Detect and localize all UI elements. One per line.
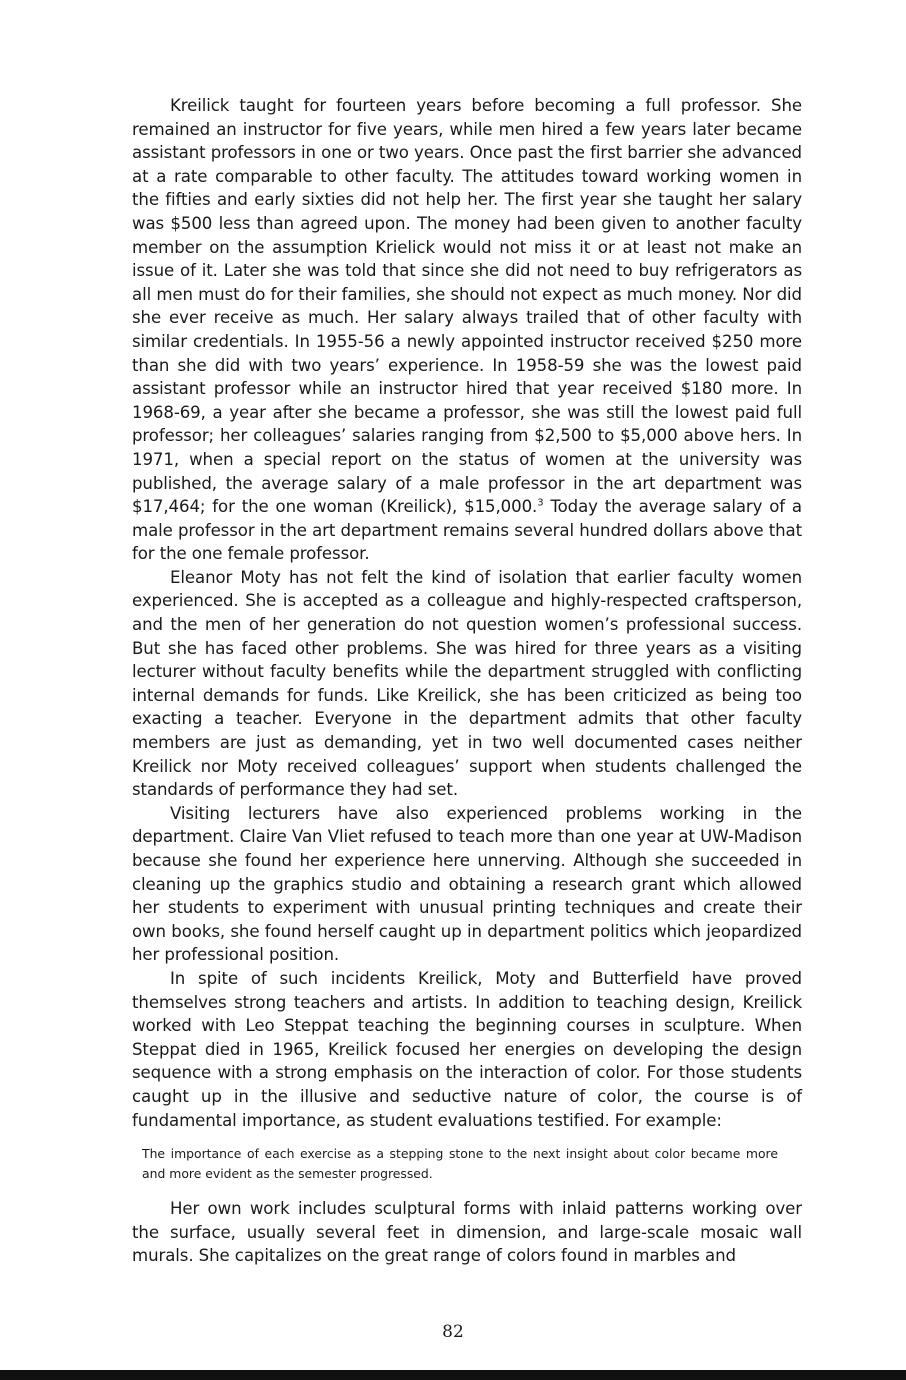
- paragraph-text: Kreilick taught for fourteen years before becoming a full professor. She remained an instructor for five years, while men hired a few years later became assistant professors in one or two years. Once past the first barrier she advanced at a rate comparable to other faculty. The attitudes toward working women in the fifties and early sixties did not help her. The first year she taught her salary was $500 less than agreed upon. The money had been given to another faculty member on the assumption Krielick would not miss it or at least not make an issue of it. Later she was told that since she did not need to buy refrigerators as all men must do for their families, she should not expect as much money. Nor did she ever receive as much. Her salary always trailed that of other faculty with similar credentials. In 1955-56 a newly appointed instructor received $250 more than she did with two years’ experience. In 1958-59 she was the lowest paid assistant professor while an instructor hired that year received $180 more. In 1968-69, a year after she became a professor, she was still the lowest paid full professor; her colleagues’ salaries ranging from $2,500 to $5,000 above hers. In 1971, when a special report on the status of women at the university was published, the average salary of a male professor in the art department was $17,464; for the one woman (Kreilick), $15,000.: [132, 96, 802, 517]
- paragraph-kreilick-salary: [132, 94, 802, 566]
- block-quote: The importance of each exercise as a stepping stone to the next insight about color became more and more evident as the semester progressed.: [142, 1146, 778, 1182]
- scan-edge-bar: [0, 1370, 906, 1380]
- footnote-marker: 3: [537, 497, 544, 509]
- paragraph-text-continued: Today the average salary of a male professor in the art department remains several hundred dollars above that for the one female professor.: [132, 497, 803, 564]
- paragraph-visiting-lecturers: Visiting lecturers have also experienced problems working in the department. Claire Van Vliet refused to teach more than one year at UW-Madison because she found her experience here unnerving. Although she succeeded in cleaning up the graphics studio and obtaining a research grant which allowed her students to experiment with unusual printing techniques and create their own books, she found herself caught up in department politics which jeopardized her professional position.: [132, 803, 802, 965]
- page-number: 82: [442, 1322, 464, 1342]
- page-body: [132, 94, 802, 1268]
- paragraph-moty: Eleanor Moty has not felt the kind of isolation that earlier faculty women experienced. She is accepted as a colleague and highly-respected craftsperson, and the men of her generation do not question women’s professional success. But she has faced other problems. She was hired for three years as a visiting lecturer without faculty benefits while the department struggled with conflicting internal demands for funds. Like Kreilick, she has been criticized as being too exacting a teacher. Everyone in the department admits that other faculty members are just as demanding, yet in two well documented cases neither Kreilick nor Moty received colleagues’ support when students challenged the standards of performance they had set.: [132, 567, 802, 800]
- paragraph-own-work: Her own work includes sculptural forms with inlaid patterns working over the surface, usually several feet in dimension, and large-scale mosaic wall murals. She capitalizes on the great range of colors found in marbles and: [132, 1199, 802, 1266]
- paragraph-teaching: In spite of such incidents Kreilick, Moty and Butterfield have proved themselves strong teachers and artists. In addition to teaching design, Kreilick worked with Leo Steppat teaching the beginning courses in sculpture. When Steppat died in 1965, Kreilick focused her energies on developing the design sequence with a strong emphasis on the interaction of color. For those students caught up in the illusive and seductive nature of color, the course is of fundamental importance, as student evaluations testified. For example:: [132, 968, 802, 1130]
